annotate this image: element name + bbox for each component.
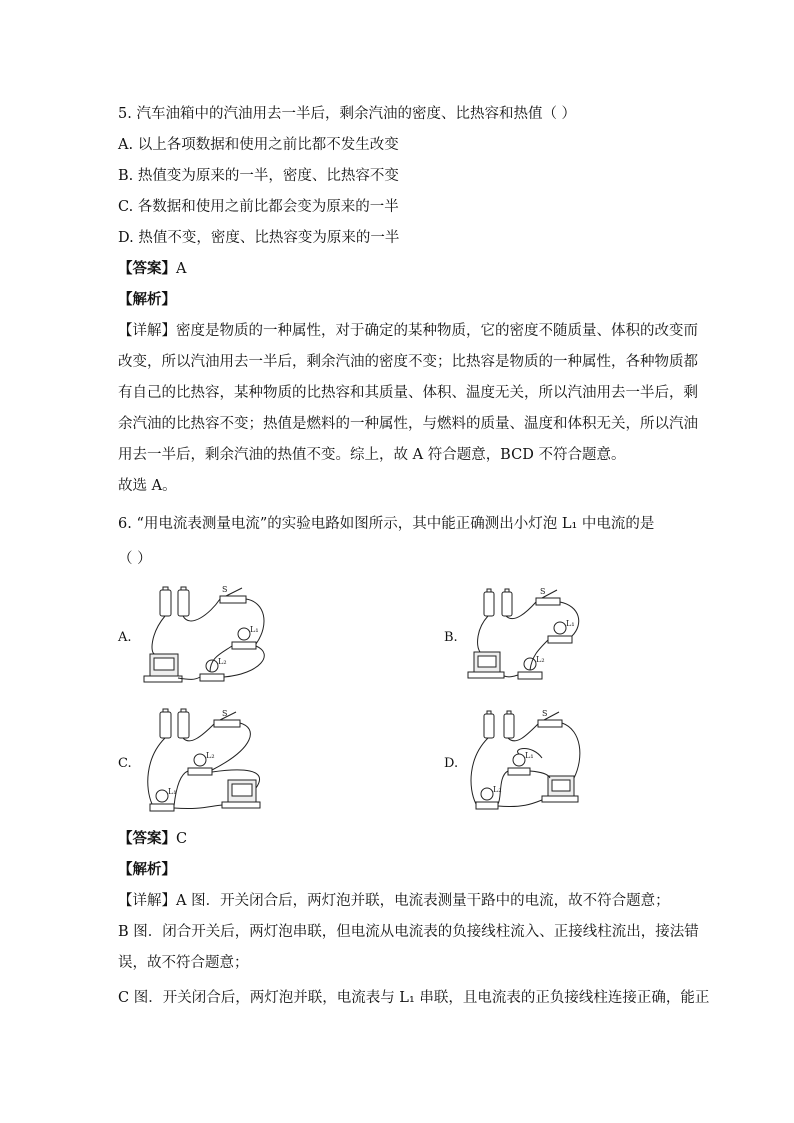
q6-detail-line: 【详解】A 图．开关闭合后，两灯泡并联，电流表测量干路中的电流，故不符合题意； [118, 893, 670, 909]
circuit-diagram-d [462, 708, 592, 818]
q5-option-b: B. 热值变为原来的一半，密度、比热容不变 [118, 168, 399, 184]
lamp2-label: L₂ [493, 785, 502, 794]
answer-value: A [176, 261, 187, 277]
q6-detail-line: B 图．闭合开关后，两灯泡串联，但电流从电流表的负接线柱流入、正接线柱流出，接法错 [118, 924, 699, 940]
q5-detail-line: 改变，所以汽油用去一半后，剩余汽油的密度不变；比热容是物质的一种属性，各种物质都 [118, 354, 698, 370]
q5-stem: 5. 汽车油箱中的汽油用去一半后，剩余汽油的密度、比热容和热值（ ） [118, 106, 577, 122]
q6-option-b-label: B. [444, 630, 458, 645]
q6-option-c-label: C. [118, 756, 132, 771]
q5-option-a: A. 以上各项数据和使用之前比都不发生改变 [118, 137, 399, 153]
q5-detail-line: 余汽油的比热容不变；热值是燃料的一种属性，与燃料的质量、温度和体积无关，所以汽油 [118, 416, 698, 432]
answer-value: C [176, 831, 188, 847]
answer-tag: 【答案】 [118, 831, 176, 847]
q5-detail-line: 有自己的比热容，某种物质的比热容和其质量、体积、温度无关，所以汽油用去一半后，剩 [118, 385, 698, 401]
answer-tag: 【答案】 [118, 261, 176, 277]
q5-analysis-tag: 【解析】 [118, 292, 176, 308]
circuit-diagram-b [462, 584, 592, 690]
lamp1-label: L₁ [168, 787, 177, 796]
q6-option-a-label: A. [118, 630, 132, 645]
q6-stem: 6. “用电流表测量电流”的实验电路如图所示，其中能正确测出小灯泡 L₁ 中电流的是 [118, 516, 655, 532]
q6-detail-line: C 图．开关闭合后，两灯泡并联，电流表与 L₁ 串联，且电流表的正负接线柱连接正确，能正 [118, 990, 710, 1006]
q5-option-c: C. 各数据和使用之前比都会变为原来的一半 [118, 199, 399, 215]
q6-analysis-tag: 【解析】 [118, 862, 176, 878]
lamp1-label: L₁ [250, 625, 259, 634]
q5-conclusion: 故选 A。 [118, 478, 177, 494]
lamp2-label: L₂ [218, 657, 227, 666]
q6-stem-bracket: （ ） [118, 551, 152, 567]
lamp1-label: L₁ [525, 751, 534, 760]
switch-label: S [540, 587, 546, 596]
switch-label: S [222, 585, 228, 594]
switch-label: S [222, 709, 228, 718]
lamp2-label: L₂ [536, 655, 545, 664]
q6-detail-line: 误，故不符合题意； [118, 955, 249, 971]
q6-answer [118, 829, 187, 849]
q5-detail-line: 用去一半后，剩余汽油的热值不变。综上，故 A 符合题意，BCD 不符合题意。 [118, 447, 626, 463]
q5-option-d: D. 热值不变，密度、比热容变为原来的一半 [118, 230, 400, 246]
circuit-diagram-a [140, 584, 280, 690]
circuit-diagram-c [140, 708, 280, 818]
switch-label: S [542, 709, 548, 718]
q5-answer [118, 259, 186, 279]
lamp1-label: L₁ [566, 619, 575, 628]
lamp2-label: L₂ [206, 751, 215, 760]
q5-detail-line: 【详解】密度是物质的一种属性，对于确定的某种物质，它的密度不随质量、体积的改变而 [118, 323, 698, 339]
q6-option-d-label: D. [444, 756, 459, 771]
